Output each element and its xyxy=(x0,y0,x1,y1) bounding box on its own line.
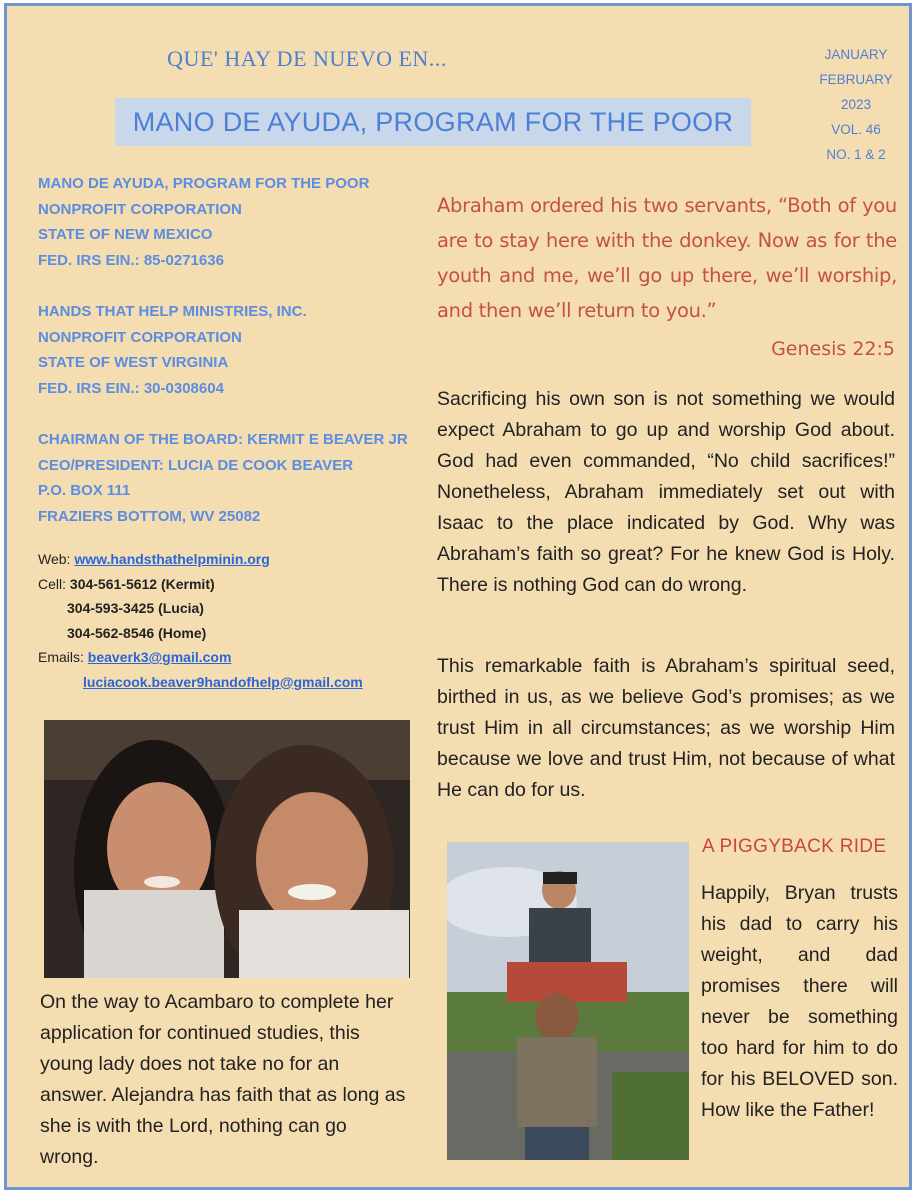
issue-month-1: JANUARY xyxy=(824,47,888,62)
org-line: NONPROFIT CORPORATION xyxy=(38,200,242,218)
selfie-illustration xyxy=(44,720,410,978)
org-line: NONPROFIT CORPORATION xyxy=(38,328,242,346)
story-title: A PIGGYBACK RIDE xyxy=(702,836,887,857)
email-label: Emails: xyxy=(38,649,84,665)
organization-info xyxy=(38,171,418,529)
spacer xyxy=(38,273,418,299)
org-line: FED. IRS EIN.: 85-0271636 xyxy=(38,251,224,269)
phone-home: 304-562-8546 (Home) xyxy=(67,624,207,641)
org-line: STATE OF WEST VIRGINIA xyxy=(38,354,229,371)
issue-volume: VOL. 46 xyxy=(831,122,881,137)
title-banner xyxy=(115,98,751,146)
org-line: STATE OF NEW MEXICO xyxy=(38,226,213,243)
spacer xyxy=(38,401,418,427)
piggyback-illustration xyxy=(447,842,689,1160)
scripture-reference: Genesis 22:5 xyxy=(771,338,895,360)
scripture-quote: Abraham ordered his two servants, “Both of you are to stay here with the donkey. Now as for the youth and me, we’ll go up there, we’ll worship, and then we’ll return to you.” xyxy=(437,194,897,322)
phone-kermit: 304-561-5612 (Kermit) xyxy=(69,575,215,592)
newsletter-page xyxy=(4,3,912,1190)
phone-lucia: 304-593-3425 (Lucia) xyxy=(67,600,204,616)
org-line: FED. IRS EIN.: 30-0308604 xyxy=(38,379,224,397)
cell-label: Cell: xyxy=(38,575,67,592)
photo-caption: On the way to Acambaro to complete her application for continued studies, this young lady does not take no for an answer. Alejandra has faith that as long as she is with the Lord, nothing can go wrong. xyxy=(40,991,406,1168)
newsletter-title: MANO DE AYUDA, PROGRAM FOR THE POOR xyxy=(132,107,734,137)
article-paragraph-2: This remarkable faith is Abraham’s spiritual seed, birthed in us, as we believe God’s promises; as we trust Him in all circumstances; as we worship Him because we love and trust Him, not because of what He can do for us. xyxy=(437,655,895,801)
article-paragraph-1: Sacrificing his own son is not something we would expect Abraham to go up and worship God about. God had even commanded, “No child sacrifices!” Nonetheless, Abraham immediately set out with Isaac to the place indicated by God. Why was Abraham’s faith so great? For he knew God is Holy. There is nothing God can do wrong. xyxy=(437,388,895,596)
org-line: P.O. BOX 111 xyxy=(38,482,131,499)
photo-alejandra-selfie xyxy=(44,720,410,978)
website-link[interactable]: www.handsthathelpminin.org xyxy=(74,551,270,567)
org-line: CHAIRMAN OF THE BOARD: KERMIT E BEAVER JR xyxy=(38,431,408,448)
issue-number: NO. 1 & 2 xyxy=(826,147,886,162)
issue-year: 2023 xyxy=(840,97,872,112)
org-line: CEO/PRESIDENT: LUCIA DE COOK BEAVER xyxy=(38,456,354,474)
org-line: HANDS THAT HELP MINISTRIES, INC. xyxy=(38,303,307,320)
org-line: MANO DE AYUDA, PROGRAM FOR THE POOR xyxy=(38,175,370,192)
org-line: FRAZIERS BOTTOM, WV 25082 xyxy=(38,507,261,525)
story-text: Happily, Bryan trusts his dad to carry his weight, and dad promises there will never be something too hard for him to do for his BELOVED son. How like the Father! xyxy=(701,882,898,1121)
issue-info xyxy=(812,42,900,167)
email-link-1[interactable]: beaverk3@gmail.com xyxy=(87,649,232,665)
issue-month-2: FEBRUARY xyxy=(819,72,893,87)
web-label: Web: xyxy=(38,551,71,567)
contact-info xyxy=(38,547,418,694)
header-tagline: QUE' HAY DE NUEVO EN... xyxy=(167,46,447,71)
email-link-2[interactable]: luciacook.beaver9handofhelp@gmail.com xyxy=(83,673,363,690)
photo-piggyback-ride xyxy=(447,842,689,1160)
